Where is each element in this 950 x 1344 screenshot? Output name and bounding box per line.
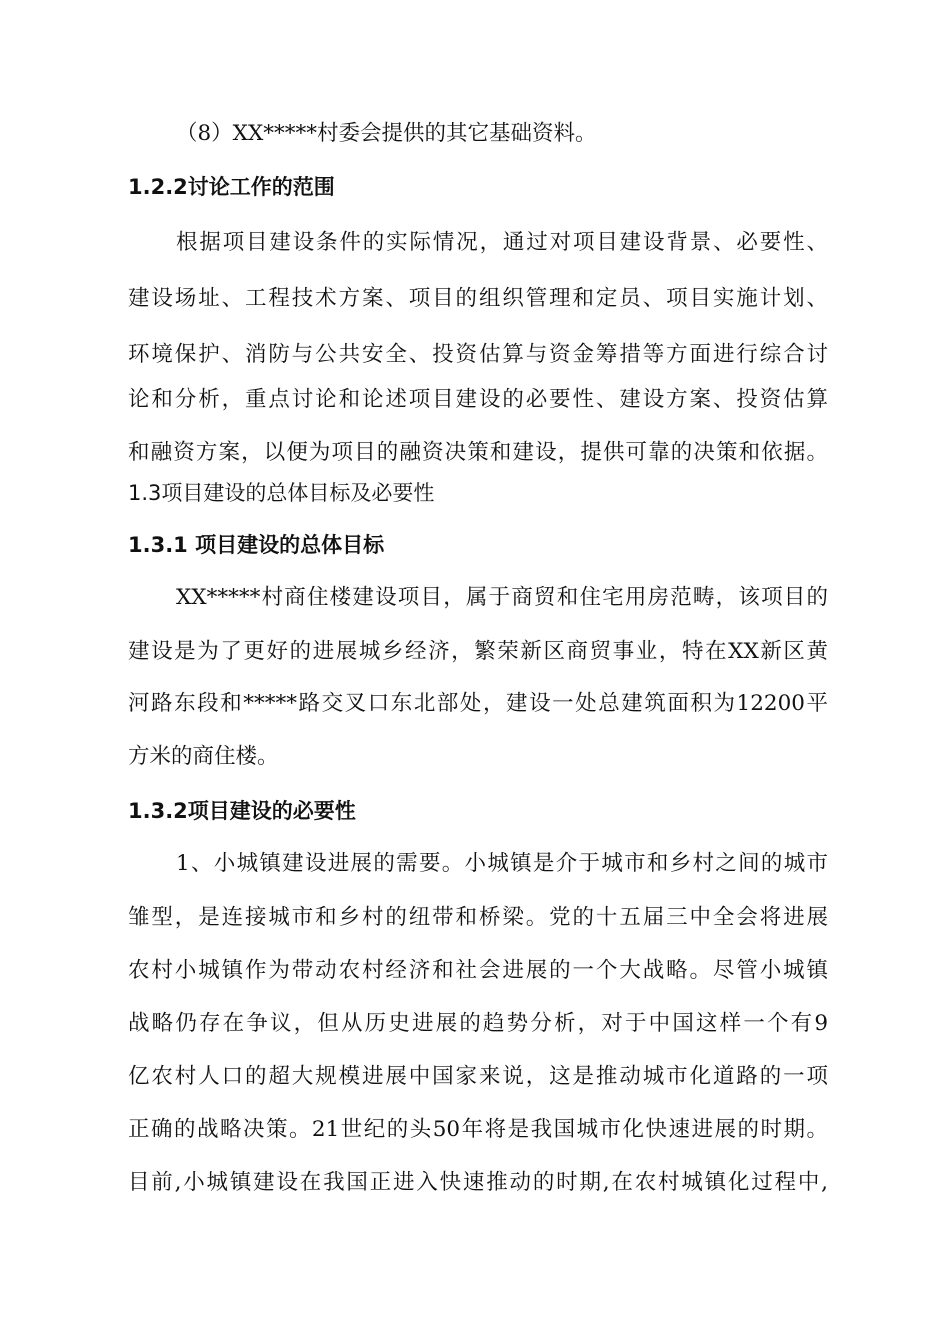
paragraph-line: 目前,小城镇建设在我国正进入快速推动的时期,在农村城镇化过程中, (128, 1170, 828, 1195)
paragraph-line: 正确的战略决策。21世纪的头50年将是我国城市化快速进展的时期。 (128, 1117, 828, 1142)
paragraph-line: 论和分析，重点讨论和论述项目建设的必要性、建设方案、投资估算 (128, 387, 828, 412)
paragraph-line: 建设是为了更好的进展城乡经济，繁荣新区商贸事业，特在XX新区黄 (128, 639, 828, 664)
paragraph-line: XX*****村商住楼建设项目，属于商贸和住宅用房范畴，该项目的 (176, 585, 828, 610)
paragraph-line: 雏型，是连接城市和乡村的纽带和桥梁。党的十五届三中全会将进展 (128, 905, 828, 930)
paragraph-line: 和融资方案，以便为项目的融资决策和建设，提供可靠的决策和依据。 (128, 440, 828, 465)
paragraph-line: 建设场址、工程技术方案、项目的组织管理和定员、项目实施计划、 (128, 286, 828, 311)
section-heading-1-3: 1.3项目建设的总体目标及必要性 (128, 481, 435, 505)
section-heading-1-3-2: 1.3.2项目建设的必要性 (128, 799, 356, 823)
paragraph-line: 1、小城镇建设进展的需要。小城镇是介于城市和乡村之间的城市 (176, 851, 828, 876)
paragraph-line: 亿农村人口的超大规模进展中国家来说，这是推动城市化道路的一项 (128, 1064, 828, 1089)
list-item-8: （8）XX*****村委会提供的其它基础资料。 (176, 121, 597, 146)
paragraph-line: 根据项目建设条件的实际情况，通过对项目建设背景、必要性、 (176, 230, 828, 255)
paragraph-line: 方米的商住楼。 (128, 744, 279, 769)
paragraph-line: 战略仍存在争议，但从历史进展的趋势分析，对于中国这样一个有9 (128, 1011, 828, 1036)
section-heading-1-3-1: 1.3.1 项目建设的总体目标 (128, 533, 385, 557)
paragraph-line: 农村小城镇作为带动农村经济和社会进展的一个大战略。尽管小城镇 (128, 958, 828, 983)
paragraph-line: 河路东段和*****路交叉口东北部处，建设一处总建筑面积为12200平 (128, 691, 828, 716)
paragraph-line: 环境保护、消防与公共安全、投资估算与资金筹措等方面进行综合讨 (128, 342, 828, 367)
section-heading-1-2-2: 1.2.2讨论工作的范围 (128, 175, 335, 199)
